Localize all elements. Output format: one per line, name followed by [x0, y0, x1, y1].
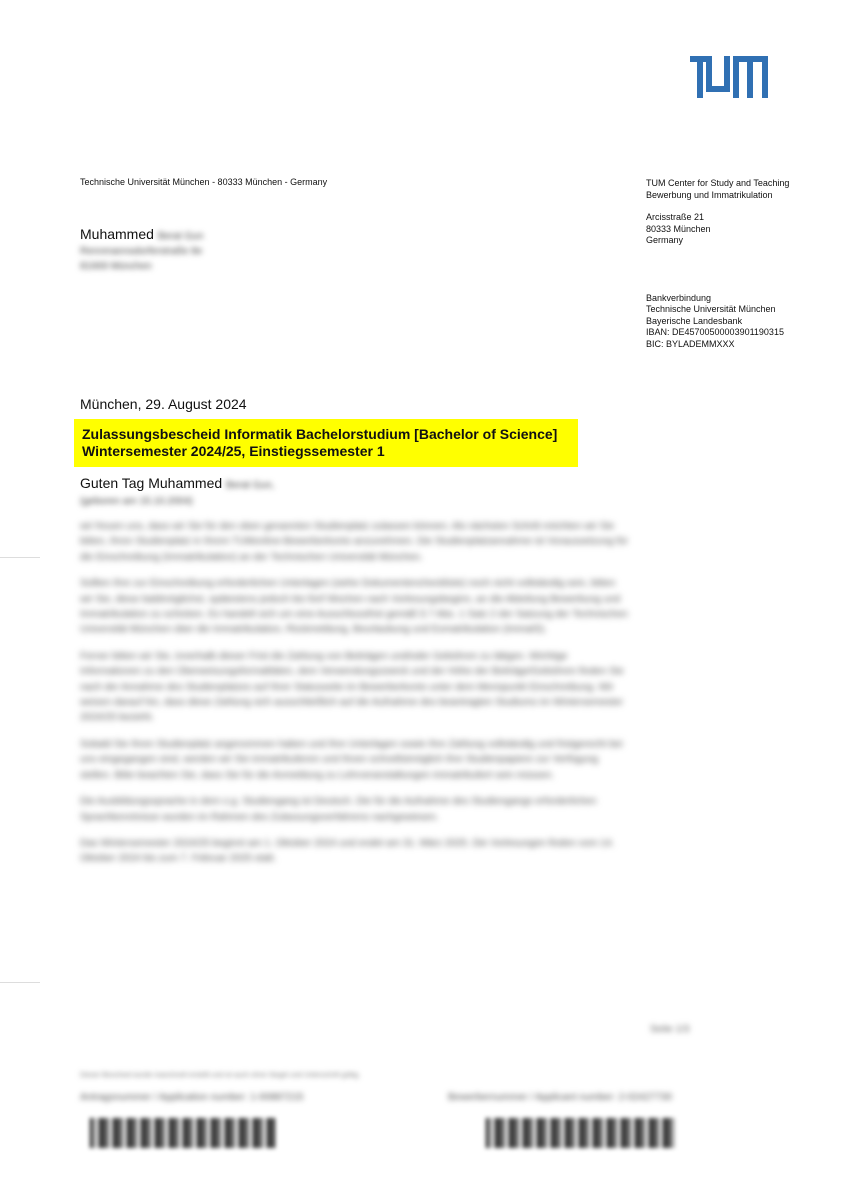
page-number: Seite 1/3	[650, 1024, 690, 1035]
greeting-birthdate: (geboren am 15.10.2004)	[80, 496, 193, 507]
body-paragraph: Das Wintersemester 2024/25 beginnt am 1. Oktober 2024 und endet am 31. März 2025. Die Vorlesungen finden vom 14. Oktober 2024 bis zum 7. Februar 2025 statt.	[80, 837, 615, 865]
recipient-address	[80, 226, 203, 274]
body-paragraph: Sollten Ihre zur Einschreibung erforderlichen Unterlagen (siehe Dokumentencheckliste) noch nicht vollständig sein, bitten wir Sie, diese baldmöglichst, spätestens jedoch bis fünf Wochen nach Vorlesungsbeginn, an die Abteilung Bewerbung und Immatrikulation zu schicken. Es handelt sich um eine Ausschlussfrist gemäß § 7 Abs. 1 Satz 2 der Satzung der Technischen Universität München über die Immatrikulation, Rückmeldung, Beurlaubung und Exmatrikulation (ImmatS).	[80, 578, 628, 636]
recipient-first-name: Muhammed	[80, 226, 154, 242]
subject-highlight	[74, 419, 578, 467]
greeting-name: Berat Gun,	[226, 480, 275, 491]
bank-holder: Technische Universität München	[646, 304, 776, 314]
body-paragraph: wir freuen uns, dass wir Sie für den oben genannten Studienplatz zulassen können. Als nächsten Schritt möchten wir Sie bitten, Ihren Studienplatz in Ihrem TUMonline-Bewerberkonto anzunehmen. Die Studienplatzannahme ist Voraussetzung für die Einschreibung (Immatrikulation) an der Technischen Universität München.	[80, 521, 628, 563]
body-paragraph: Ferner bitten wir Sie, innerhalb dieser Frist die Zahlung von Beiträgen und/oder Gebühren zu tätigen. Wichtige Informationen zu den Überweisungsformalitäten, dem Verwendungszweck und der Höhe der Beiträge/Gebühren finden Sie nach der Annahme des Studienplatzes auf Ihrer Statusseite im Bewerberkonto unter dem Menüpunkt Einschreibung. Wir weisen darauf hin, dass diese Zahlung sich ausschließlich auf die Aufnahme des beantragten Studiums im Wintersemester 2024/25 bezieht.	[80, 650, 624, 724]
institution-city: 80333 München	[646, 223, 711, 234]
body-paragraph: Sobald Sie Ihren Studienplatz angenommen haben und Ihre Unterlagen sowie Ihre Zahlung vollständig und fristgerecht bei uns eingegangen sind, werden wir Sie immatrikulieren und Ihnen schnellstmöglich Ihre Studienpapiere zur Verfügung stellen. Bitte beachten Sie, dass Sie für die Anmeldung zu Lehrveranstaltungen immatrikuliert sein müssen.	[80, 738, 623, 781]
bank-iban: IBAN: DE45700500003901190315	[646, 327, 784, 337]
recipient-name-line	[80, 226, 203, 244]
subject-line-2: Wintersemester 2024/25, Einstiegssemester 1	[82, 443, 385, 459]
fold-mark-top	[0, 557, 40, 558]
bank-bic: BIC: BYLADEMMXXX	[646, 338, 735, 349]
barcode-applicant	[486, 1118, 676, 1148]
institution-country: Germany	[646, 235, 684, 245]
fold-mark-bottom	[0, 982, 40, 983]
tum-logo	[690, 56, 768, 98]
tum-logo-shape	[690, 56, 768, 98]
greeting-text: Guten Tag Muhammed	[80, 475, 223, 491]
validity-disclaimer: Dieser Bescheid wurde maschinell erstellt und ist auch ohne Siegel und Unterschrift gültig.	[80, 1072, 361, 1079]
bank-name: Bayerische Landesbank	[646, 315, 743, 326]
body-paragraph: Die Ausbildungssprache in dem o.g. Studiengang ist Deutsch. Die für die Aufnahme des Studiengangs erforderlichen Sprachkenntnisse wurden im Rahmen des Zulassungsverfahrens nachgewiesen.	[80, 796, 597, 823]
greeting	[80, 475, 274, 510]
barcode-application	[90, 1118, 276, 1148]
recipient-last-name: Berat Gun	[157, 231, 204, 242]
department-name: Bewerbung und Immatrikulation	[646, 189, 773, 200]
recipient-street: Rennmannsdorferstraße 8e	[80, 246, 203, 257]
letter-body	[80, 519, 628, 878]
sender-address-line: Technische Universität München - 80333 München - Germany	[80, 177, 328, 187]
subject-line-1: Zulassungsbescheid Informatik Bachelorstudium [Bachelor of Science]	[82, 426, 558, 442]
recipient-city: 81669 München	[80, 261, 152, 272]
bank-heading: Bankverbindung	[646, 292, 712, 303]
application-number: Antragsnummer / Application number: 1-00887215	[80, 1092, 304, 1103]
institution-address	[646, 212, 789, 247]
institution-street: Arcisstraße 21	[646, 212, 705, 222]
bank-details	[646, 293, 789, 351]
letter-date: München, 29. August 2024	[80, 396, 247, 412]
institution-block	[646, 178, 789, 201]
center-name: TUM Center for Study and Teaching	[646, 178, 790, 188]
applicant-number: Bewerbernummer / Applicant number: 2-02427730	[448, 1092, 673, 1103]
institution-info	[646, 178, 789, 361]
